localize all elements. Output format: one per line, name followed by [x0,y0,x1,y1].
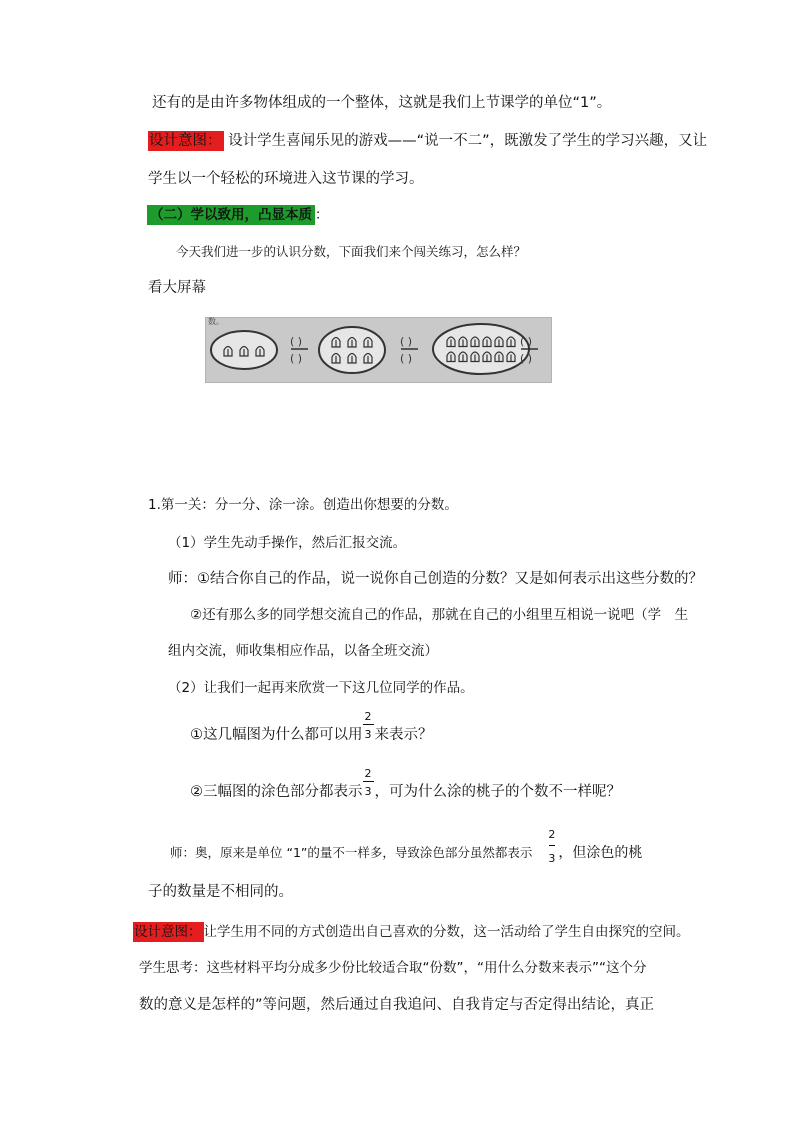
teacher-text: 师：奥，原来是单位 “1”的量不一样多，导致涂色部分虽然都表示 [170,845,533,860]
teacher-line: 师：①结合你自己的作品，说一说你自己创造的分数？又是如何表示出这些分数的？ [168,571,703,587]
svg-text:( ): ( ) [400,352,413,365]
question-text: 来表示？ [374,727,433,743]
section-tag: （二）学以致用，凸显本质 [147,205,315,225]
design-intent-line [148,134,707,149]
figure-corner-text: 数。 [208,317,224,326]
svg-text:( ): ( ) [290,352,303,365]
svg-text:( ): ( ) [290,335,303,348]
fraction-numerator: 2 [548,828,556,841]
item-heading: 1.第一关：分一分、涂一涂。创造出你想要的分数。 [148,497,458,513]
paragraph-line: 还有的是由许多物体组成的一个整体，这就是我们上节课学的单位“1”。 [152,95,612,111]
teacher-text: ，但涂色的桃 [558,845,643,861]
fraction [363,767,375,798]
question-line [190,767,621,800]
exercise-screen-figure [205,317,552,383]
intro-line: 今天我们进一步的认识分数，下面我们来个闯关练习，怎么样？ [176,244,527,259]
design-intent-line [133,926,690,940]
paragraph-line: 学生思考：这些材料平均分成多少份比较适合取“份数”，“用什么分数来表示”“这个分 [139,960,647,976]
teacher-line: ②还有那么多的同学想交流自己的作品，那就在自己的小组里互相说一说吧（学 生 [190,607,689,623]
fraction-bar [363,781,374,782]
fraction-blank-1 [290,335,308,365]
question-text: ②三幅图的涂色部分都表示 [190,784,363,800]
section-heading [147,209,329,223]
fraction [546,828,558,865]
fraction-denominator: 3 [364,728,372,741]
fraction-bar [549,845,555,846]
teacher-line: 组内交流，师收集相应作品，以备全班交流） [168,643,438,659]
svg-text:( ): ( ) [520,352,533,365]
peach-group-6 [319,327,385,373]
design-intent-text: 让学生用不同的方式创造出自己喜欢的分数，这一活动给了学生自由探究的空间。 [203,924,690,940]
design-intent-tag: 设计意图： [134,924,202,940]
fraction-numerator: 2 [364,767,372,780]
question-text: ，可为什么涂的桃子的个数不一样呢？ [374,784,621,800]
svg-text:( ): ( ) [400,335,413,348]
section-colon: ： [315,207,329,223]
peach-group-12 [433,324,529,374]
screen-label: 看大屏幕 [148,280,206,296]
sub-item: （2）让我们一起再来欣赏一下这几位同学的作品。 [168,680,474,696]
fraction-blank-2 [400,335,418,365]
fraction-denominator: 3 [548,852,556,865]
fraction-denominator: 3 [364,785,372,798]
design-intent-tag: 设计意图： [149,133,222,149]
sub-item: （1）学生先动手操作，然后汇报交流。 [168,535,407,551]
teacher-line: 子的数量是不相同的。 [148,884,293,900]
paragraph-line: 数的意义是怎样的”等问题，然后通过自我追问、自我肯定与否定得出结论，真正 [139,997,655,1013]
paragraph-line: 学生以一个轻松的环境进入这节课的学习。 [148,171,424,187]
design-intent-text: 设计学生喜闻乐见的游戏——“说一不二”，既激发了学生的学习兴趣，又让 [228,133,708,149]
question-text: ①这几幅图为什么都可以用 [190,727,363,743]
fraction [363,710,375,741]
svg-text:( ): ( ) [520,335,533,348]
teacher-line [170,828,643,865]
question-line [190,710,433,743]
fraction-bar [363,724,374,725]
fraction-numerator: 2 [364,710,372,723]
